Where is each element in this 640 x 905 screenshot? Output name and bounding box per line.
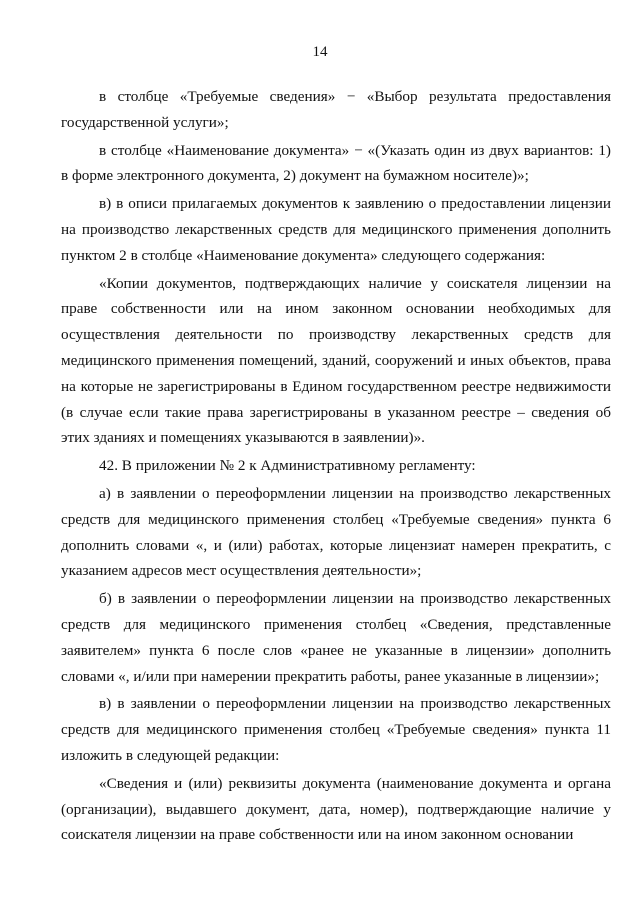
paragraph-8: в) в заявлении о переоформлении лицензии на производство лекарственных средств для медицинского применения столбец «Требуемые сведения» пункта 11 изложить в следующей редакции: (61, 695, 611, 764)
page-number: 14 (312, 44, 328, 60)
document-body (61, 84, 611, 850)
paragraph-6: а) в заявлении о переоформлении лицензии на производство лекарственных средств для медицинского применения столбец «Требуемые сведения» пункта 6 дополнить словами «, и (или) работах, которые лицензиат намерен прекратить, с указанием адресов мест осуществления деятельности»; (61, 484, 611, 580)
paragraph-2: в столбце «Наименование документа» − «(Указать один из двух вариантов: 1) в форме электронного документа, 2) документ на бумажном носителе)»; (61, 141, 611, 185)
paragraph-1: в столбце «Требуемые сведения» − «Выбор результата предоставления государственной услуги»; (61, 88, 611, 131)
paragraph-5: 42. В приложении № 2 к Административному регламенту: (99, 457, 476, 475)
paragraph-3: в) в описи прилагаемых документов к заявлению о предоставлении лицензии на производство лекарственных средств для медицинского применения дополнить пунктом 2 в столбце «Наименование документа» следующего содержания: (61, 195, 611, 264)
paragraph-7: б) в заявлении о переоформлении лицензии на производство лекарственных средств для медицинского применения столбец «Сведения, представленные заявителем» пункта 6 после слов «ранее не указанные в лицензии» дополнить словами «, и/или при намерении прекратить работы, ранее указанные в лицензии»; (61, 590, 611, 685)
paragraph-4: «Копии документов, подтверждающих наличие у соискателя лицензии на праве собственности или на ином законном основании необходимых для осуществления деятельности по производству лекарственных средств для медицинского применения помещений, зданий, сооружений и иных объектов, права на которые не зарегистрированы в Едином государственном реестре недвижимости (в случае если такие права зарегистрированы в указанном реестре – сведения об этих зданиях и помещениях указываются в заявлении)». (61, 274, 611, 447)
paragraph-9: «Сведения и (или) реквизиты документа (наименование документа и органа (организации), выдавшего документ, дата, номер), подтверждающие наличие у соискателя лицензии на праве собственности или на ином законном основании (61, 774, 611, 844)
